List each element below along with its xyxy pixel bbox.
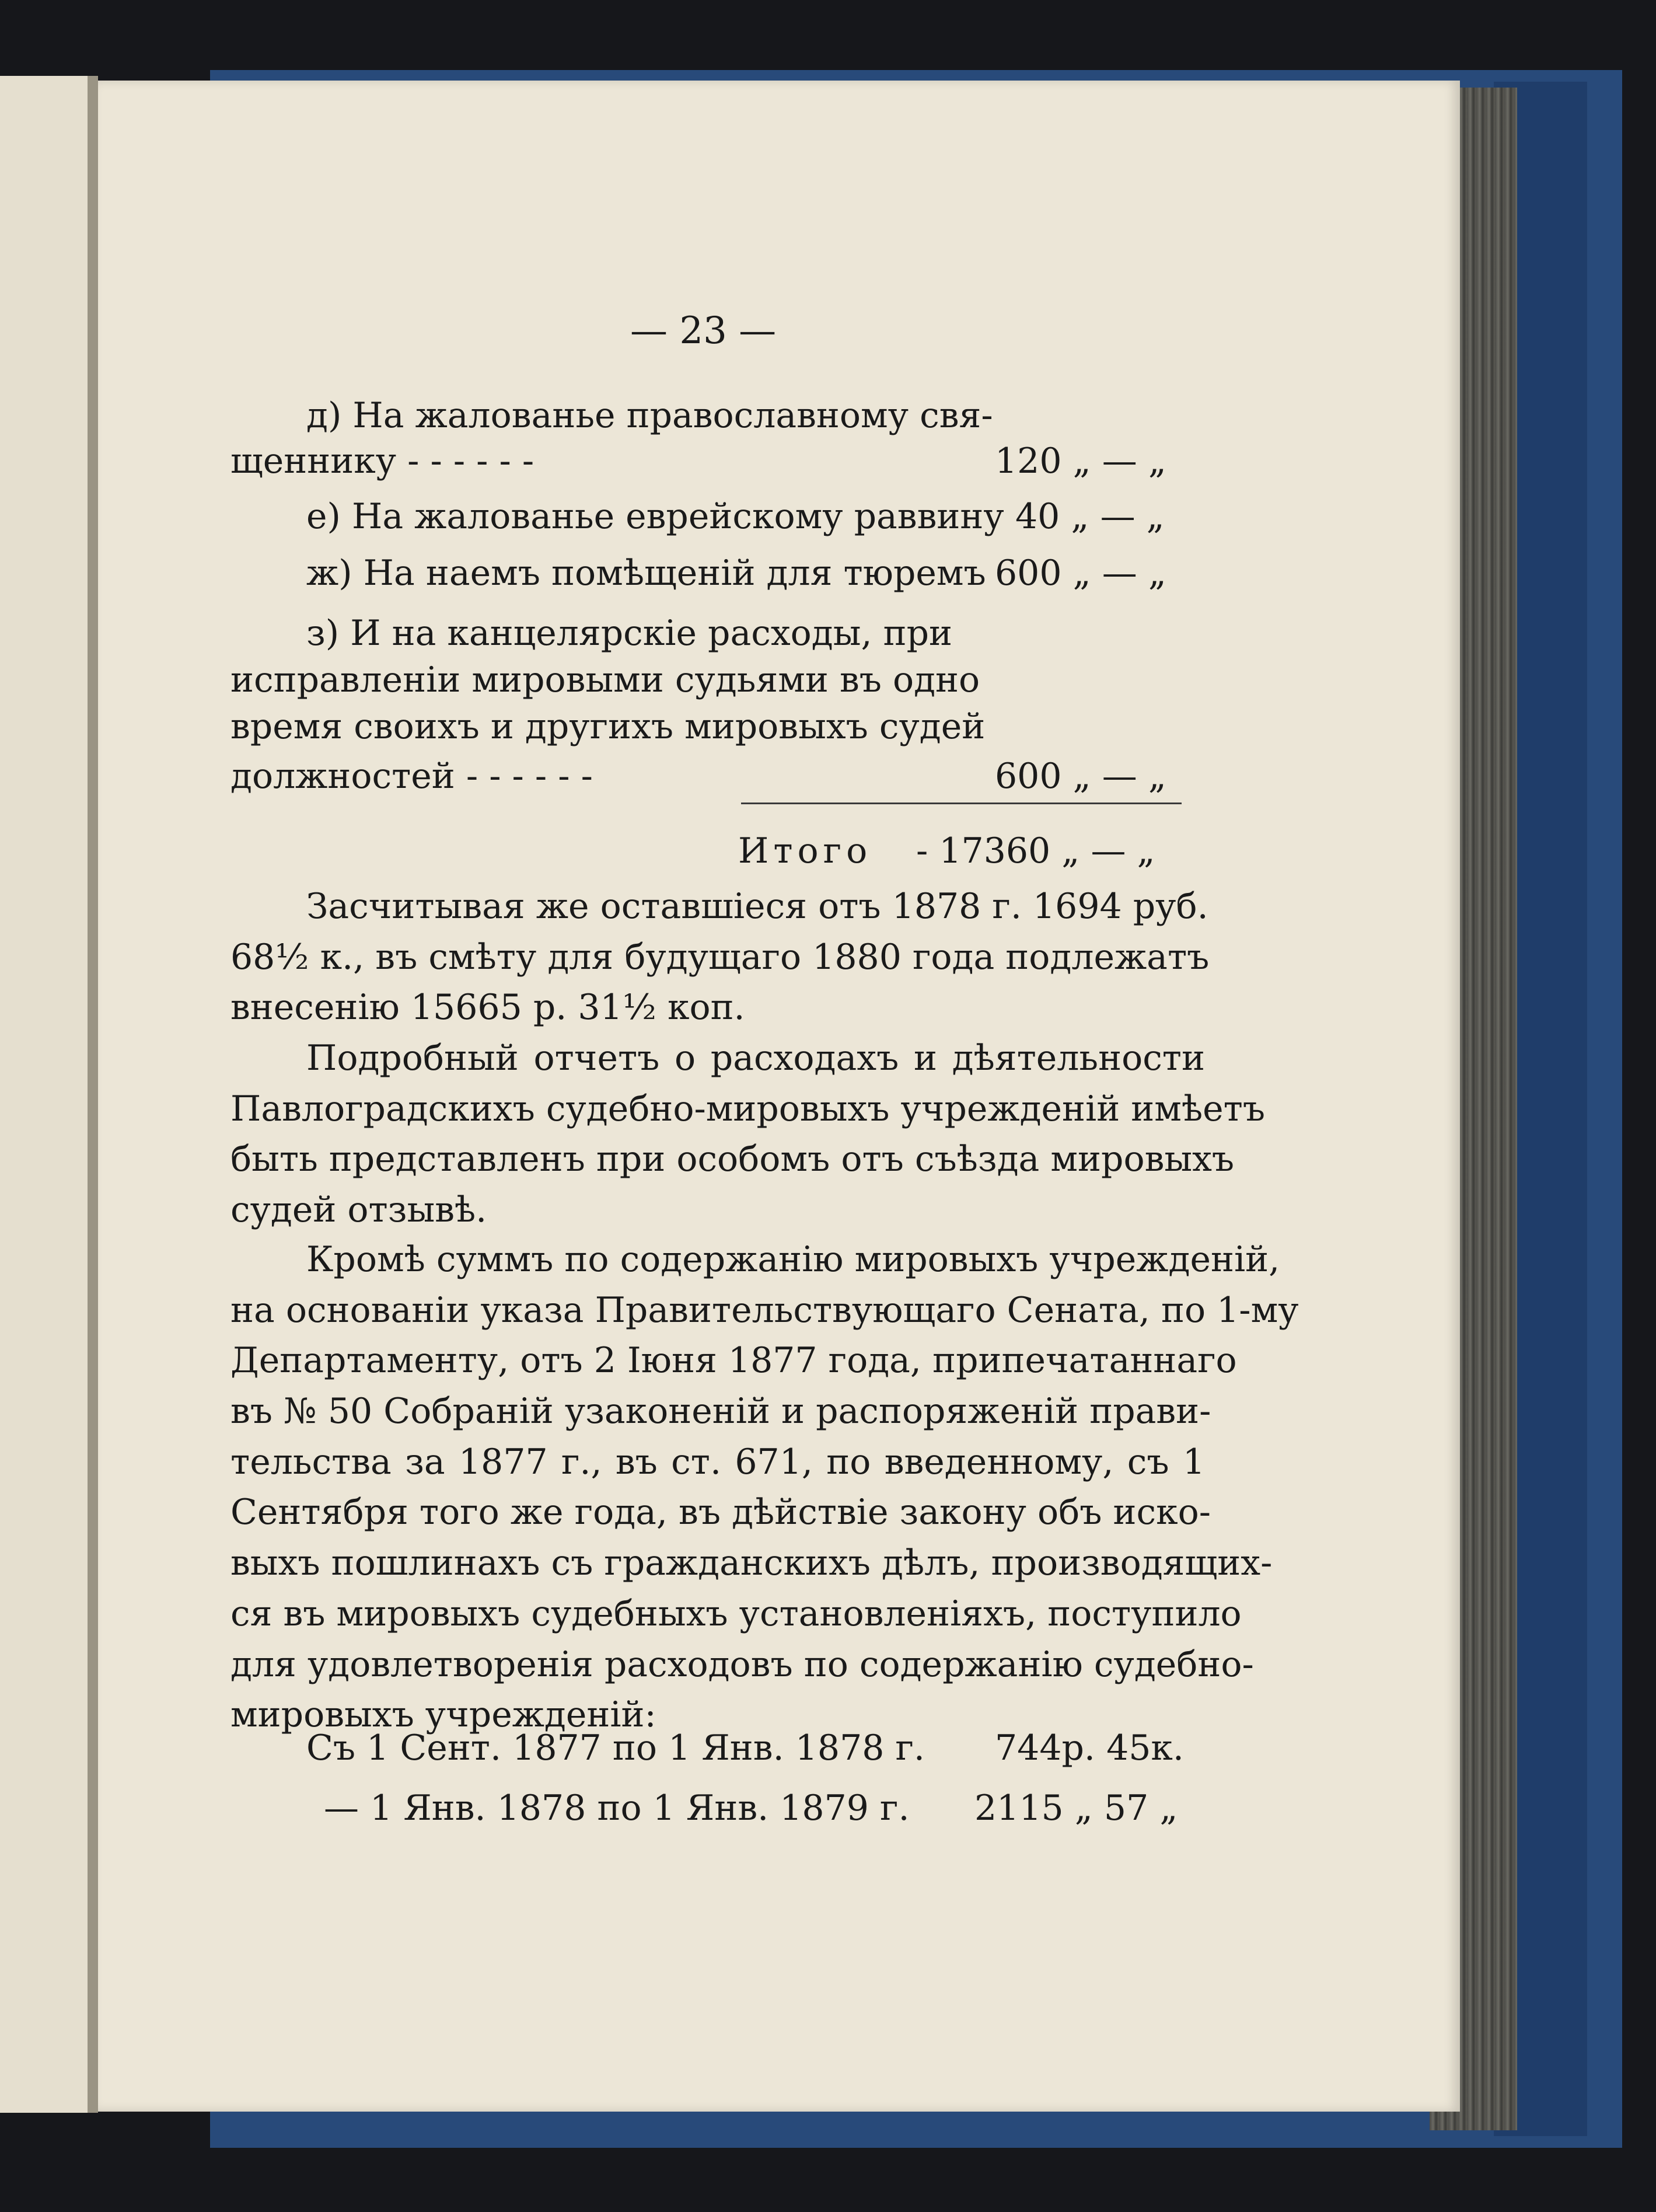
paragraph-2-line-3: быть представленъ при особомъ отъ съѣзда мировыхъ bbox=[230, 1139, 1235, 1180]
page-number: — 23 — bbox=[630, 309, 777, 353]
paragraph-3-line-2: на основаніи указа Правительствующаго Сената, по 1-му bbox=[230, 1289, 1299, 1331]
item-z-line-1: з) И на канцелярскіе расходы, при bbox=[306, 613, 953, 654]
item-d-amount: 120 „ — „ bbox=[995, 441, 1166, 482]
paragraph-3-line-9: для удовлетворенія расходовъ по содержанію судебно- bbox=[230, 1644, 1254, 1685]
paragraph-3-line-10: мировыхъ учрежденій: bbox=[230, 1694, 656, 1736]
paragraph-3-line-4: въ № 50 Собраній узаконеній и распоряженій прави- bbox=[230, 1391, 1211, 1432]
paragraph-2-line-4: судей отзывѣ. bbox=[230, 1189, 487, 1231]
total-rule bbox=[741, 803, 1182, 804]
receipt-2-period: — 1 Янв. 1878 по 1 Янв. 1879 г. bbox=[324, 1788, 910, 1829]
paragraph-1-line-3: внесенію 15665 р. 31½ коп. bbox=[230, 987, 745, 1028]
paragraph-2-line-1: Подробный отчетъ о расходахъ и дѣятельности bbox=[306, 1038, 1205, 1079]
total-label: Итого bbox=[738, 831, 872, 871]
paragraph-2-line-2: Павлоградскихъ судебно-мировыхъ учрежденій имѣетъ bbox=[230, 1088, 1266, 1129]
item-z-line-3: время своихъ и другихъ мировыхъ судей bbox=[230, 706, 986, 747]
paragraph-3-line-6: Сентября того же года, въ дѣйствіе закону объ иско- bbox=[230, 1492, 1211, 1533]
item-z-amount: 600 „ — „ bbox=[995, 756, 1166, 797]
paragraph-2 bbox=[230, 1033, 1266, 1236]
paragraph-3-line-5: тельства за 1877 г., въ ст. 671, по введенному, съ 1 bbox=[230, 1441, 1205, 1482]
item-e-line-1: е) На жалованье еврейскому раввину bbox=[306, 496, 1004, 537]
paragraph-1-line-1: Засчитывая же оставшіеся отъ 1878 г. 1694 руб. bbox=[306, 886, 1208, 927]
paragraph-3 bbox=[230, 1234, 1299, 1740]
paragraph-1-line-2: 68½ к., въ смѣту для будущаго 1880 года подлежатъ bbox=[230, 936, 1210, 978]
paragraph-1 bbox=[230, 881, 1210, 1033]
item-zh-amount: 600 „ — „ bbox=[995, 553, 1166, 594]
item-e-amount: 40 „ — „ bbox=[1015, 496, 1165, 537]
book-spine bbox=[88, 76, 98, 2113]
receipt-1-period: Съ 1 Сент. 1877 по 1 Янв. 1878 г. bbox=[306, 1728, 925, 1768]
paragraph-3-line-8: ся въ мировыхъ судебныхъ установленіяхъ, поступило bbox=[230, 1593, 1242, 1634]
receipt-1-amount: 744р. 45к. bbox=[995, 1728, 1184, 1768]
total-amount: - 17360 „ — „ bbox=[916, 831, 1155, 871]
paragraph-3-line-7: выхъ пошлинахъ съ гражданскихъ дѣлъ, производящих- bbox=[230, 1543, 1273, 1584]
item-z-line-2: исправленіи мировыми судьями въ одно bbox=[230, 660, 980, 700]
receipt-2-amount: 2115 „ 57 „ bbox=[974, 1788, 1178, 1829]
item-d-line-2: щеннику - - - - - - bbox=[230, 441, 534, 482]
paragraph-3-line-1: Кромѣ суммъ по содержанію мировыхъ учрежденій, bbox=[306, 1239, 1280, 1280]
paragraph-3-line-3: Департаменту, отъ 2 Іюня 1877 года, припечатаннаго bbox=[230, 1340, 1237, 1381]
item-zh-line-1: ж) На наемъ помѣщеній для тюремъ bbox=[306, 553, 986, 594]
item-d-line-1: д) На жалованье православному свя- bbox=[306, 395, 993, 436]
left-page bbox=[0, 76, 88, 2113]
item-z-line-4: должностей - - - - - - bbox=[230, 756, 593, 797]
